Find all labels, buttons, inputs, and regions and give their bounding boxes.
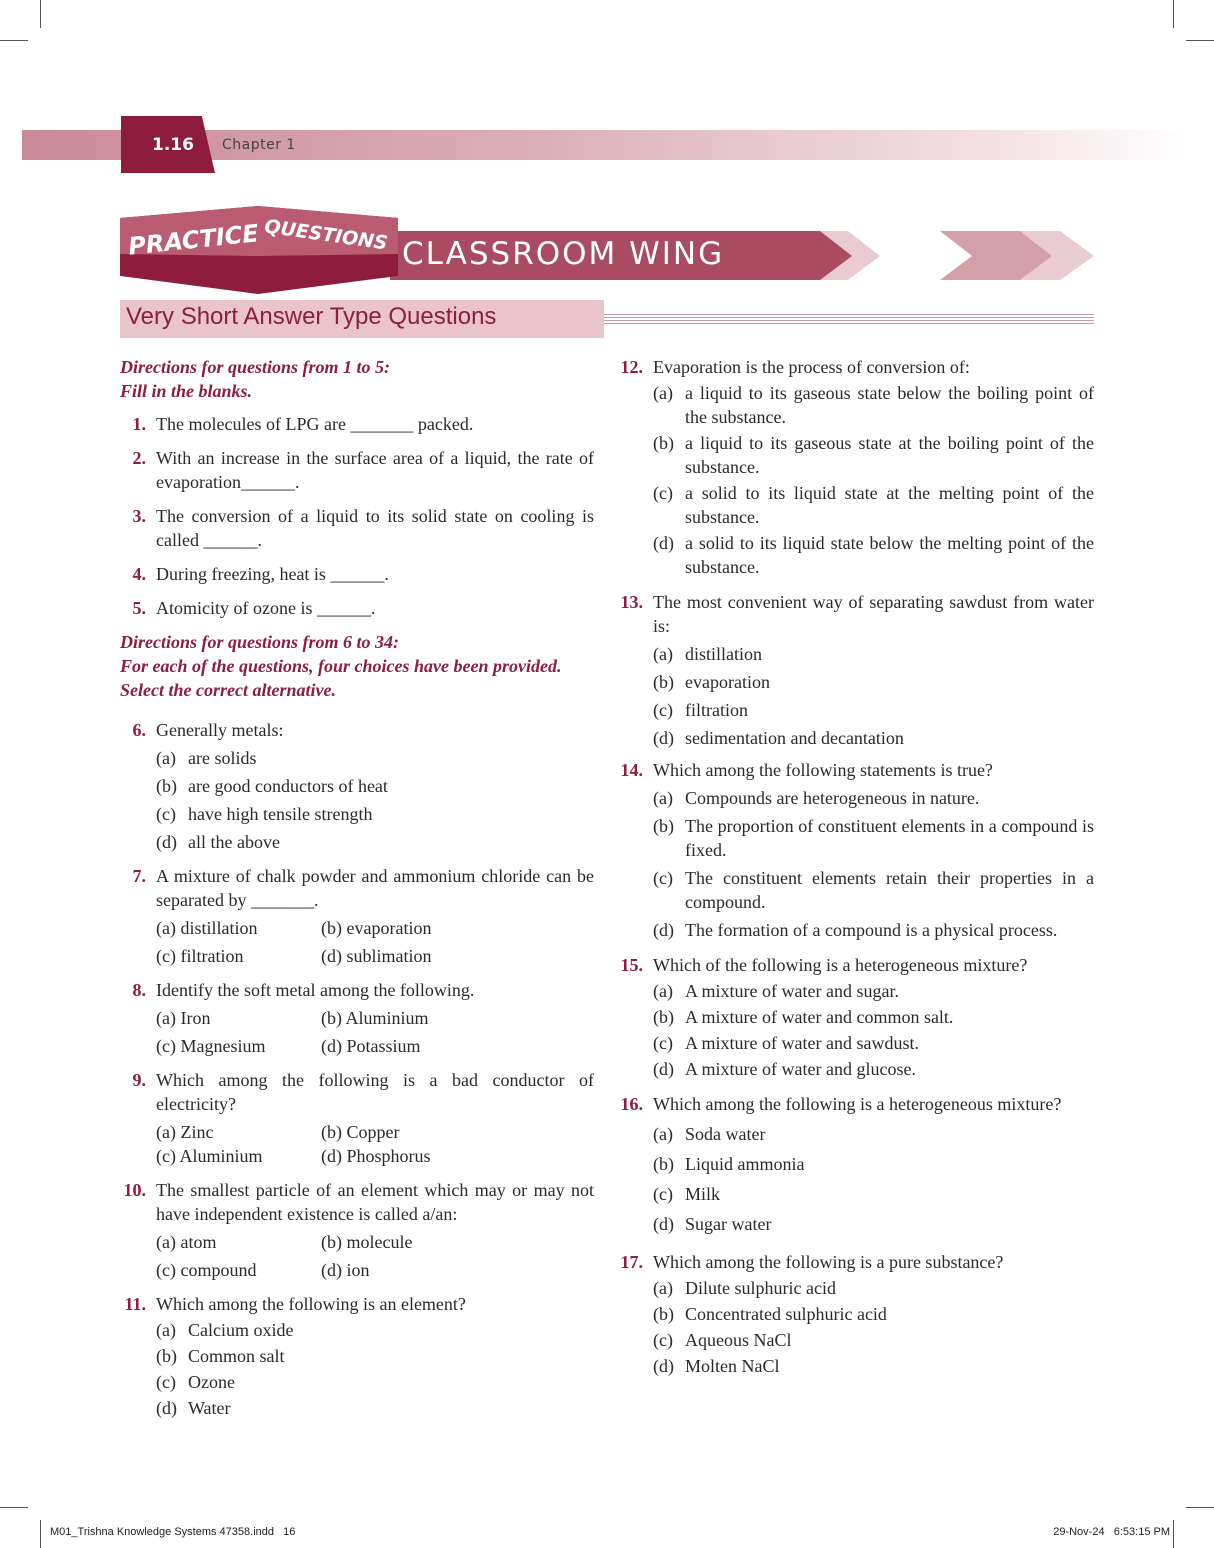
option-label: (c) (653, 1330, 673, 1350)
directions-line: Directions for questions from 6 to 34: (120, 632, 400, 652)
option (156, 1230, 216, 1254)
option-label: (b) (156, 776, 177, 796)
option (617, 431, 1094, 479)
option-row (120, 916, 594, 940)
option-text: Molten NaCl (685, 1356, 780, 1376)
option-label: (c) (156, 1146, 176, 1166)
option-text: Aqueous NaCl (685, 1330, 792, 1350)
option-row (120, 1144, 594, 1168)
option-text: Aluminium (345, 1008, 429, 1028)
question-number: 11. (124, 1294, 146, 1314)
option (617, 531, 1094, 579)
question-number: 14. (620, 760, 643, 780)
option-text: Compounds are heterogeneous in nature. (685, 788, 980, 808)
option-label: (b) (321, 1232, 342, 1252)
question-item (120, 1068, 594, 1116)
option-text: The proportion of constituent elements in a compound is fixed. (685, 816, 1094, 860)
crop-mark (40, 1520, 41, 1548)
question-number: 9. (132, 1070, 146, 1090)
question-number: 1. (132, 414, 146, 434)
option (120, 1344, 594, 1368)
option-text: ion (346, 1260, 370, 1280)
question-item (617, 590, 1094, 638)
crop-mark (40, 0, 41, 28)
option-text: The constituent elements retain their properties in a compound. (685, 868, 1094, 912)
option-label: (c) (653, 1184, 673, 1204)
option (617, 1152, 1094, 1176)
option (120, 746, 594, 770)
option (617, 1182, 1094, 1206)
option (617, 381, 1094, 429)
option-label: (d) (653, 1059, 674, 1079)
question-item (120, 596, 594, 620)
crop-mark (0, 40, 28, 41)
option-label: (c) (156, 804, 176, 824)
option-label: (d) (156, 1398, 177, 1418)
option (617, 866, 1094, 914)
option-text: Zinc (180, 1122, 214, 1142)
option-text: Magnesium (180, 1036, 266, 1056)
option (321, 1034, 421, 1058)
option-label: (b) (321, 1122, 342, 1142)
question-number: 17. (620, 1252, 643, 1272)
option (617, 814, 1094, 862)
crop-mark (1186, 1507, 1214, 1508)
option-label: (d) (653, 1214, 674, 1234)
option (617, 786, 1094, 810)
option-row (120, 1034, 594, 1058)
option-label: (b) (653, 1304, 674, 1324)
question-text: Which of the following is a heterogeneous mixture? (653, 955, 1028, 975)
option-label: (a) (653, 981, 673, 1001)
option-label: (d) (653, 1356, 674, 1376)
option-label: (a) (156, 918, 176, 938)
option (120, 1318, 594, 1342)
option-text: Potassium (346, 1036, 421, 1056)
option (617, 1354, 1094, 1378)
option-text: sublimation (346, 946, 432, 966)
option-label: (a) (653, 788, 673, 808)
option-label: (d) (321, 946, 342, 966)
option (617, 1057, 1094, 1081)
option (321, 1144, 431, 1168)
option (617, 1302, 1094, 1326)
question-item (120, 562, 594, 586)
option-text: Liquid ammonia (685, 1154, 805, 1174)
question-number: 10. (123, 1180, 146, 1200)
option-text: sedimentation and decantation (685, 728, 904, 748)
question-text: A mixture of chalk powder and ammonium chloride can be separated by _______. (156, 866, 594, 910)
option-label: (c) (156, 1372, 176, 1392)
question-number: 15. (620, 955, 643, 975)
option-label: (d) (653, 920, 674, 940)
option-text: Calcium oxide (188, 1320, 294, 1340)
question-number: 4. (132, 564, 146, 584)
option (617, 726, 1094, 750)
option-text: Iron (180, 1008, 211, 1028)
directions-line: Select the correct alternative. (120, 680, 336, 700)
question-item (120, 1178, 594, 1226)
question-text: Which among the following is an element? (156, 1294, 466, 1314)
option (617, 698, 1094, 722)
option-text: molecule (346, 1232, 413, 1252)
option (156, 1144, 263, 1168)
crop-mark (1173, 1520, 1174, 1548)
option-text: evaporation (685, 672, 770, 692)
option-text: Concentrated sulphuric acid (685, 1304, 887, 1324)
question-text: The molecules of LPG are _______ packed. (156, 414, 474, 434)
directions-line: Directions for questions from 1 to 5: (120, 357, 391, 377)
option-text: filtration (685, 700, 748, 720)
directions-line: For each of the questions, four choices have been provided. (120, 656, 562, 676)
option (156, 1120, 213, 1144)
option-text: filtration (180, 946, 244, 966)
option-text: Dilute sulphuric acid (685, 1278, 836, 1298)
option-text: have high tensile strength (188, 804, 373, 824)
banner-word-practice: PRACTICE (126, 219, 260, 261)
option (156, 944, 243, 968)
option-text: Aluminium (179, 1146, 263, 1166)
option (617, 1212, 1094, 1236)
option-label: (a) (156, 1122, 176, 1142)
option-row (120, 1230, 594, 1254)
directions-line: Fill in the blanks. (120, 381, 253, 401)
option-text: Ozone (188, 1372, 235, 1392)
question-item (120, 504, 594, 552)
option (617, 1276, 1094, 1300)
question-item (120, 718, 594, 742)
option (321, 916, 431, 940)
section-title: Very Short Answer Type Questions (126, 303, 497, 330)
question-text: Which among the following statements is true? (653, 760, 993, 780)
option (120, 774, 594, 798)
option (120, 1396, 594, 1420)
question-number: 5. (132, 598, 146, 618)
option (120, 830, 594, 854)
option-label: (a) (156, 1320, 176, 1340)
option-label: (c) (156, 1036, 176, 1056)
option (156, 1034, 265, 1058)
question-number: 7. (132, 866, 146, 886)
option-text: are good conductors of heat (188, 776, 388, 796)
question-text: Which among the following is a heterogeneous mixture? (653, 1094, 1062, 1114)
question-text: The smallest particle of an element which may or may not have independent existence is called a/an: (156, 1180, 594, 1224)
option-label: (b) (321, 1008, 342, 1028)
option (617, 670, 1094, 694)
option-label: (b) (653, 1007, 674, 1027)
option (321, 1230, 412, 1254)
question-text: Atomicity of ozone is ______. (156, 598, 376, 618)
question-number: 13. (620, 592, 643, 612)
question-text: With an increase in the surface area of a liquid, the rate of evaporation______. (156, 448, 594, 492)
option-label: (a) (653, 644, 673, 664)
option-label: (b) (653, 672, 674, 692)
question-item (120, 412, 594, 436)
option-label: (d) (653, 533, 674, 553)
question-item (617, 1092, 1094, 1116)
right-column (617, 355, 1094, 1378)
directions-block (120, 630, 594, 702)
question-text: Evaporation is the process of conversion of: (653, 357, 970, 377)
page-number: 1.16 (152, 135, 194, 155)
question-text: Generally metals: (156, 720, 284, 740)
option-label: (b) (156, 1346, 177, 1366)
option-text: a solid to its liquid state at the melting point of the substance. (685, 483, 1094, 527)
option (321, 1120, 400, 1144)
option-text: Sugar water (685, 1214, 772, 1234)
option-label: (c) (156, 946, 176, 966)
question-item (617, 758, 1094, 782)
section-rule (604, 314, 1094, 324)
option-row (120, 1258, 594, 1282)
option-label: (b) (653, 816, 674, 836)
question-item (617, 355, 1094, 379)
option (120, 802, 594, 826)
option-text: A mixture of water and sugar. (685, 981, 899, 1001)
option-label: (d) (321, 1260, 342, 1280)
banner-word-questions: QUESTIONS (263, 215, 389, 255)
option (617, 642, 1094, 666)
option-label: (c) (156, 1260, 176, 1280)
question-item (617, 953, 1094, 977)
option (156, 1006, 210, 1030)
question-number: 2. (132, 448, 146, 468)
footer-timestamp: 29-Nov-24 6:53:15 PM (1053, 1526, 1170, 1538)
option-text: Soda water (685, 1124, 766, 1144)
option (617, 1005, 1094, 1029)
option (321, 944, 432, 968)
option-label: (a) (156, 1008, 176, 1028)
question-text: Which among the following is a pure substance? (653, 1252, 1004, 1272)
option-label: (c) (653, 700, 673, 720)
question-text: Identify the soft metal among the following. (156, 980, 475, 1000)
option (617, 979, 1094, 1003)
option-text: are solids (188, 748, 257, 768)
question-item (617, 1250, 1094, 1274)
chapter-label: Chapter 1 (222, 137, 296, 153)
directions-block (120, 355, 594, 403)
option-text: atom (180, 1232, 217, 1252)
option (617, 1328, 1094, 1352)
question-number: 12. (620, 357, 643, 377)
option-label: (a) (653, 1278, 673, 1298)
option-text: A mixture of water and common salt. (685, 1007, 954, 1027)
option-label: (b) (321, 918, 342, 938)
question-item (120, 864, 594, 912)
option-label: (c) (653, 868, 673, 888)
question-number: 8. (132, 980, 146, 1000)
footer-file: M01_Trishna Knowledge Systems 47358.indd 16 (50, 1526, 296, 1538)
option (156, 916, 258, 940)
option-text: Water (188, 1398, 231, 1418)
option (321, 1006, 429, 1030)
option-text: A mixture of water and glucose. (685, 1059, 916, 1079)
option (617, 481, 1094, 529)
question-item (120, 978, 594, 1002)
option-label: (a) (653, 1124, 673, 1144)
option-row (120, 944, 594, 968)
option-text: a liquid to its gaseous state below the boiling point of the substance. (685, 383, 1094, 427)
option-label: (d) (653, 728, 674, 748)
question-text: The conversion of a liquid to its solid state on cooling is called ______. (156, 506, 594, 550)
crop-mark (1186, 40, 1214, 41)
option-label: (c) (653, 483, 673, 503)
option (156, 1258, 256, 1282)
option-label: (c) (653, 1033, 673, 1053)
option-label: (d) (321, 1146, 342, 1166)
question-item (120, 446, 594, 494)
option-text: evaporation (346, 918, 432, 938)
option-text: Common salt (188, 1346, 285, 1366)
question-text: During freezing, heat is ______. (156, 564, 389, 584)
option-text: Phosphorus (346, 1146, 431, 1166)
option-label: (b) (653, 1154, 674, 1174)
option-label: (a) (156, 1232, 176, 1252)
question-number: 6. (132, 720, 146, 740)
option (617, 918, 1094, 942)
crop-mark (0, 1507, 28, 1508)
option (617, 1031, 1094, 1055)
option-text: The formation of a compound is a physical process. (685, 920, 1058, 940)
option-text: a liquid to its gaseous state at the boiling point of the substance. (685, 433, 1094, 477)
option-text: A mixture of water and sawdust. (685, 1033, 919, 1053)
option-text: Copper (346, 1122, 400, 1142)
option (120, 1370, 594, 1394)
option-label: (b) (653, 433, 674, 453)
option (617, 1122, 1094, 1146)
option-label: (d) (321, 1036, 342, 1056)
option-label: (a) (653, 383, 673, 403)
option-text: all the above (188, 832, 280, 852)
option-text: Milk (685, 1184, 721, 1204)
option-label: (a) (156, 748, 176, 768)
question-number: 3. (132, 506, 146, 526)
option-row (120, 1120, 594, 1144)
question-number: 16. (620, 1094, 643, 1114)
option-row (120, 1006, 594, 1030)
option-label: (d) (156, 832, 177, 852)
option-text: compound (180, 1260, 257, 1280)
option-text: distillation (180, 918, 258, 938)
crop-mark (1173, 0, 1174, 28)
question-text: The most convenient way of separating sawdust from water is: (653, 592, 1094, 636)
option (321, 1258, 370, 1282)
banner-title: CLASSROOM WING (402, 236, 725, 272)
left-column (120, 355, 594, 1420)
option-text: a solid to its liquid state below the melting point of the substance. (685, 533, 1094, 577)
question-text: Which among the following is a bad conductor of electricity? (156, 1070, 594, 1114)
option-text: distillation (685, 644, 763, 664)
question-item (120, 1292, 594, 1316)
